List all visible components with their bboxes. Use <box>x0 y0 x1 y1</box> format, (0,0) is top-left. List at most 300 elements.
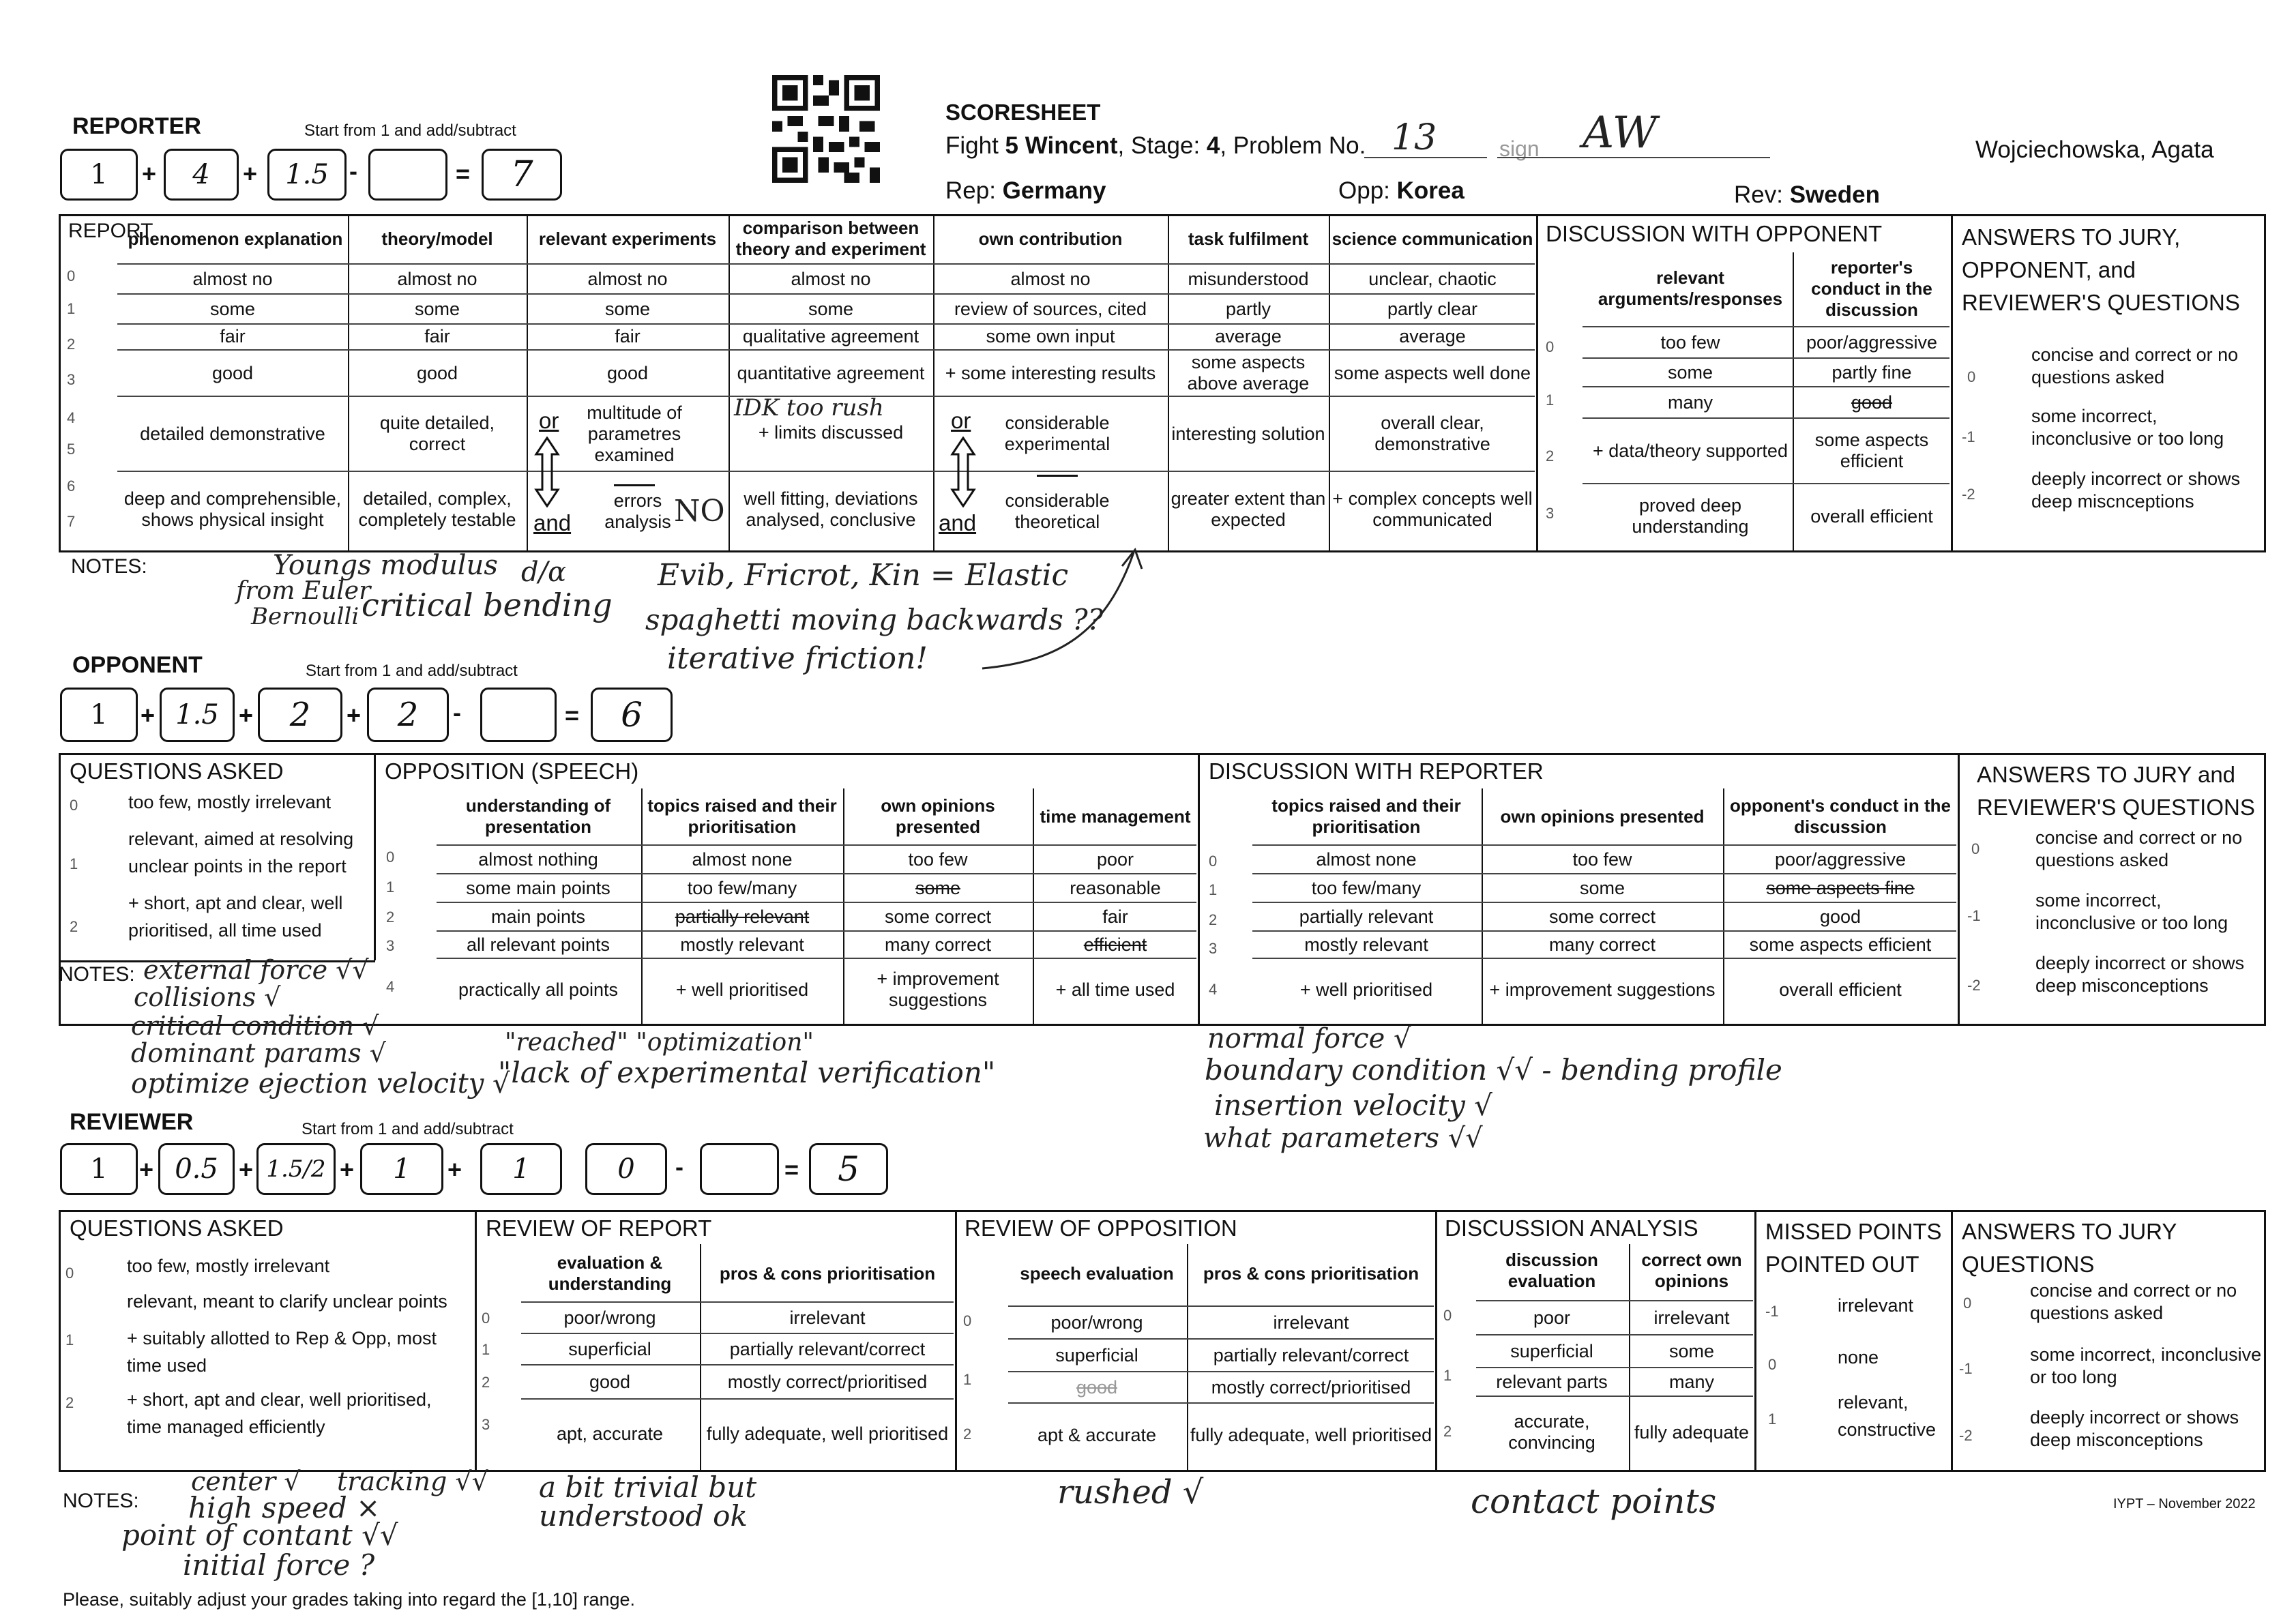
cell[interactable]: some aspects efficient <box>1814 430 1929 471</box>
row-num-7: 7 <box>67 513 76 530</box>
cell[interactable]: misunderstood <box>1188 268 1309 289</box>
mp-num-minus1: -1 <box>1765 1303 1779 1320</box>
ans-item[interactable]: some incorrect, inconclusive or too long <box>2031 406 2224 449</box>
da-header-opinions: correct own opinions <box>1641 1250 1742 1291</box>
cell[interactable]: superficial <box>1055 1344 1138 1365</box>
cell[interactable]: almost no <box>192 268 273 289</box>
reviewer-score-box-1[interactable]: 1 <box>60 1143 138 1195</box>
sign-label: sign <box>1499 136 1540 161</box>
plus-sign: + <box>142 160 157 188</box>
qa-item[interactable]: relevant, meant to clarify unclear points <box>127 1291 447 1312</box>
cell[interactable]: overall clear, demonstrative <box>1374 413 1490 454</box>
cell[interactable]: poor/aggressive <box>1774 848 1907 870</box>
cell[interactable]: some own input <box>986 325 1115 346</box>
stage-value: 4 <box>1206 132 1220 159</box>
disc-num-0: 0 <box>1209 853 1218 870</box>
cell[interactable]: proved deep understanding <box>1632 495 1749 537</box>
reviewer-score-box-2[interactable]: 0.5 <box>158 1143 235 1195</box>
ro-header-speech: speech evaluation <box>1020 1263 1174 1284</box>
opp-num-0: 0 <box>386 848 395 866</box>
qr-code-icon <box>772 75 880 183</box>
footer-version: IYPT – November 2022 <box>2113 1496 2256 1511</box>
cell[interactable]: almost no <box>587 268 668 289</box>
cell[interactable]: well fitting, deviations analysed, conclusive <box>744 488 918 530</box>
rev-line <box>1734 181 1880 209</box>
cell[interactable]: accurate, convincing <box>1508 1411 1595 1453</box>
cell[interactable]: detailed demonstrative <box>140 423 325 444</box>
row-num-2: 2 <box>67 336 76 353</box>
cell[interactable]: good <box>589 1371 631 1392</box>
cell[interactable]: many <box>1667 392 1713 413</box>
cell[interactable]: some aspects well done <box>1334 362 1531 383</box>
cell[interactable]: superficial <box>568 1338 651 1359</box>
opp-header-understanding: understanding of presentation <box>465 795 611 837</box>
ans-num-2: -2 <box>1967 977 1981 994</box>
cell[interactable]: considerable theoretical <box>1005 490 1110 532</box>
problem-label: , Problem No. <box>1220 132 1366 159</box>
cell[interactable]: poor/aggressive <box>1806 331 1938 353</box>
cell[interactable]: some aspects above average <box>1187 352 1310 394</box>
da-num-1: 1 <box>1443 1367 1452 1384</box>
reviewer-questions-title: QUESTIONS ASKED <box>70 1215 284 1241</box>
qa-num-2: 2 <box>70 918 78 935</box>
handwritten-note: what parameters √√ <box>1203 1123 1483 1154</box>
cell[interactable]: some aspects fine <box>1766 877 1915 898</box>
disc-header-conduct: opponent's conduct in the discussion <box>1730 795 1951 837</box>
cell[interactable]: considerable experimental <box>1004 413 1110 454</box>
arrow-icon <box>975 532 1153 675</box>
rr-num-1: 1 <box>482 1341 490 1358</box>
qa-num-0: 0 <box>70 797 78 814</box>
cell[interactable]: good <box>211 362 254 383</box>
cell[interactable]: main points <box>490 906 586 927</box>
opponent-score-box-2[interactable]: 1.5 <box>160 688 235 742</box>
cell[interactable]: some <box>915 877 961 898</box>
opp-team: Korea <box>1396 177 1465 204</box>
cell[interactable]: overall efficient <box>1810 505 1933 527</box>
opposition-speech-title: OPPOSITION (SPEECH) <box>385 758 639 784</box>
handwritten-note: Evib, Fricrot, Kin = Elastic <box>658 558 1069 593</box>
reviewer-score-box-5[interactable]: 1 <box>480 1143 562 1195</box>
cell[interactable]: some <box>1667 361 1713 383</box>
cell[interactable]: poor <box>1533 1307 1571 1328</box>
cell[interactable]: too few/many <box>687 877 797 898</box>
cell[interactable]: qualitative agreement <box>742 325 919 346</box>
cell[interactable]: relevant parts <box>1496 1371 1608 1392</box>
ans-item[interactable]: some incorrect, inconclusive or too long <box>2030 1344 2262 1387</box>
qa-item[interactable]: too few, mostly irrelevant <box>127 1256 330 1276</box>
problem-number: 13 <box>1392 117 1437 158</box>
ans-item[interactable]: deeply incorrect or shows deep misconceptions <box>2035 953 2245 996</box>
rep-team: Germany <box>1002 177 1106 204</box>
handwritten-note: critical condition √ <box>131 1011 379 1041</box>
reviewer-notes-label: NOTES: <box>63 1490 139 1512</box>
cell[interactable]: too few <box>908 848 968 870</box>
cell[interactable]: + well prioritised <box>1299 979 1433 1000</box>
cell[interactable]: partially relevant <box>1299 906 1434 927</box>
cell[interactable]: + data/theory supported <box>1593 440 1788 461</box>
ans-num-2: -2 <box>1962 486 1975 503</box>
cell[interactable]: greater extent than expected <box>1171 488 1326 530</box>
cell[interactable]: partly <box>1225 298 1271 319</box>
rev-label: Rev: <box>1734 181 1783 208</box>
review-of-report-title: REVIEW OF REPORT <box>486 1215 712 1241</box>
reviewer-answers-title: ANSWERS TO JURY QUESTIONS <box>1962 1219 2177 1277</box>
cell[interactable]: too few <box>1572 848 1632 870</box>
disc-header-relevant: relevant arguments/responses <box>1598 267 1783 309</box>
cell[interactable]: reasonable <box>1070 877 1161 898</box>
cell[interactable]: irrelevant <box>1273 1312 1349 1333</box>
cell[interactable]: all relevant points <box>466 934 610 955</box>
qa-item[interactable]: + suitably allotted to Rep & Opp, most time used <box>127 1328 437 1376</box>
cell[interactable]: almost nothing <box>478 848 598 870</box>
rr-num-3: 3 <box>482 1416 490 1433</box>
mp-item[interactable]: irrelevant <box>1838 1295 1914 1316</box>
and-label: and <box>533 510 572 535</box>
reviewer-score-total[interactable]: 5 <box>809 1143 888 1195</box>
cell[interactable]: partially relevant/correct <box>1213 1344 1409 1365</box>
cell[interactable]: fully adequate <box>1634 1421 1750 1443</box>
cell[interactable]: almost none <box>692 848 793 870</box>
row-num-4: 4 <box>67 409 76 426</box>
reviewer-score-box-4[interactable]: 1 <box>360 1143 443 1195</box>
ans-num-0: 0 <box>1963 1295 1972 1312</box>
equals-sign: = <box>456 160 471 188</box>
cell[interactable]: good <box>606 362 649 383</box>
opp-num-2: 2 <box>386 909 395 926</box>
opp-label: Opp: <box>1338 177 1390 204</box>
cell[interactable]: partly fine <box>1831 361 1912 383</box>
qa-item[interactable]: too few, mostly irrelevant <box>128 792 332 812</box>
cell[interactable]: some aspects efficient <box>1749 934 1932 955</box>
cell[interactable]: irrelevant <box>1653 1307 1730 1328</box>
review-of-opposition-title: REVIEW OF OPPOSITION <box>965 1215 1237 1241</box>
reporter-score-box-1[interactable]: 1 <box>60 149 138 201</box>
fight-label: Fight <box>945 132 999 159</box>
plus-sign: + <box>141 701 156 729</box>
scoresheet-title: SCORESHEET <box>945 100 1101 125</box>
qa-num-2: 2 <box>65 1394 74 1411</box>
cell[interactable]: many correct <box>1548 934 1656 955</box>
header-task: task fulfilment <box>1188 228 1309 249</box>
opp-header-opinions: own opinions presented <box>881 795 995 837</box>
handwritten-note: initial force ? <box>183 1548 375 1582</box>
reviewer-title: REVIEWER <box>70 1109 194 1135</box>
rep-label: Rep: <box>945 177 996 204</box>
cell[interactable]: fully adequate, well prioritised <box>706 1423 949 1444</box>
opponent-start-note: Start from 1 and add/subtract <box>306 662 518 680</box>
cell[interactable]: many <box>1668 1371 1715 1392</box>
handwritten-note: external force √√ <box>143 955 369 985</box>
ans-item[interactable]: concise and correct or no questions asked <box>2030 1280 2237 1323</box>
reporter-notes-label: NOTES: <box>71 555 147 578</box>
qa-item[interactable]: + short, apt and clear, well prioritised, time managed efficiently <box>127 1389 432 1437</box>
disc-num-2: 2 <box>1546 447 1555 464</box>
handwritten-note: boundary condition √√ - bending profile <box>1205 1053 1782 1087</box>
cell[interactable]: apt, accurate <box>556 1423 664 1444</box>
handwritten-note: optimize ejection velocity √ <box>131 1068 510 1099</box>
plus-sign: + <box>447 1155 462 1183</box>
handwritten-note: critical bending <box>362 587 613 623</box>
opp-num-3: 3 <box>386 937 395 954</box>
ans-item[interactable]: deeply incorrect or shows deep misconceptions <box>2030 1407 2239 1450</box>
cell[interactable]: average <box>1215 325 1282 346</box>
handwritten-note: spaghetti moving backwards ?? <box>645 603 1104 636</box>
opponent-score-box-4[interactable]: 2 <box>367 688 449 742</box>
updown-arrow-icon <box>950 437 977 507</box>
cell[interactable]: too few/many <box>1311 877 1422 898</box>
cell[interactable]: fair <box>1102 906 1128 927</box>
handwritten-note: collisions √ <box>134 982 281 1012</box>
cell[interactable]: good <box>416 362 458 383</box>
opp-header-time: time management <box>1040 806 1191 827</box>
discussion-with-opponent-title: DISCUSSION WITH OPPONENT <box>1546 221 1883 246</box>
da-header-evaluation: discussion evaluation <box>1505 1250 1598 1291</box>
ans-num-2: -2 <box>1959 1427 1973 1444</box>
handwritten-note: insertion velocity √ <box>1214 1089 1492 1122</box>
handwritten-note: "reached" "optimization" <box>505 1029 814 1057</box>
cell[interactable]: some <box>808 298 854 319</box>
row-num-1: 1 <box>67 300 76 317</box>
ans-num-0: 0 <box>1971 840 1980 857</box>
cell[interactable]: fully adequate, well prioritised <box>1190 1424 1432 1445</box>
header-theory: theory/model <box>381 228 493 249</box>
questions-asked-title: QUESTIONS ASKED <box>70 758 284 784</box>
cell[interactable]: poor/wrong <box>1050 1312 1143 1333</box>
cell[interactable]: deep and comprehensible, shows physical insight <box>123 488 342 530</box>
cell[interactable]: some <box>1668 1340 1715 1361</box>
cell[interactable]: + well prioritised <box>675 979 809 1000</box>
qa-item[interactable]: + short, apt and clear, well prioritised, all time used <box>128 893 343 941</box>
cell[interactable]: some <box>1579 877 1625 898</box>
reviewer-score-box-7[interactable] <box>700 1143 779 1195</box>
reporter-start-note: Start from 1 and add/subtract <box>304 121 516 140</box>
mp-num-0: 0 <box>1768 1356 1777 1373</box>
cell[interactable]: partly clear <box>1387 298 1478 319</box>
rr-num-0: 0 <box>482 1310 490 1327</box>
juror-name: Wojciechowska, Agata <box>1975 136 2214 163</box>
cell[interactable]: some correct <box>1548 906 1656 927</box>
cell[interactable]: + some interesting results <box>945 362 1156 383</box>
rr-num-2: 2 <box>482 1374 490 1391</box>
opponent-score-box-1[interactable]: 1 <box>60 688 138 742</box>
ans-item[interactable]: deeply incorrect or shows deep miscnceptions <box>2031 469 2241 512</box>
ans-num-1: -1 <box>1962 428 1975 445</box>
cell[interactable]: almost no <box>1010 268 1091 289</box>
cell[interactable]: almost no <box>397 268 477 289</box>
qa-num-0: 0 <box>65 1265 74 1282</box>
cell[interactable]: some <box>414 298 460 319</box>
cell[interactable]: + all time used <box>1055 979 1175 1000</box>
reviewer-start-note: Start from 1 and add/subtract <box>301 1120 514 1138</box>
disc-num-2: 2 <box>1209 911 1218 928</box>
cell[interactable]: unclear, chaotic <box>1368 268 1497 289</box>
plus-sign: + <box>340 1155 355 1183</box>
handwritten-note: dominant params √ <box>131 1038 386 1068</box>
report-label: REPORT <box>68 220 153 242</box>
cell[interactable]: interesting solution <box>1171 423 1325 444</box>
cell[interactable]: + improvement suggestions <box>877 969 999 1010</box>
cell[interactable]: some main points <box>466 877 610 898</box>
row-num-0: 0 <box>67 267 76 284</box>
cell[interactable]: fair <box>615 325 641 346</box>
cell[interactable]: some correct <box>884 906 992 927</box>
cell[interactable]: average <box>1399 325 1466 346</box>
disc-num-1: 1 <box>1546 392 1555 409</box>
rr-header-pros: pros & cons prioritisation <box>719 1263 936 1284</box>
opponent-score-box-5[interactable] <box>480 688 557 742</box>
rev-team: Sweden <box>1789 181 1880 208</box>
handwritten-note: NO <box>674 494 725 529</box>
ans-item[interactable]: concise and correct or no questions asked <box>2031 344 2239 387</box>
cell[interactable]: good <box>1851 392 1893 413</box>
ans-num-1: -1 <box>1959 1360 1973 1377</box>
cell[interactable]: poor <box>1096 848 1134 870</box>
plus-sign: + <box>139 1155 154 1183</box>
opponent-answers-title: ANSWERS TO JURY and REVIEWER'S QUESTIONS <box>1977 762 2255 820</box>
cell[interactable]: efficient <box>1083 934 1147 955</box>
qa-num-1: 1 <box>70 855 78 872</box>
cell[interactable]: apt & accurate <box>1037 1424 1157 1445</box>
cell[interactable]: detailed, complex, completely testable <box>358 488 516 530</box>
cell[interactable]: errors analysis <box>604 490 671 532</box>
header-contribution: own contribution <box>978 228 1123 249</box>
equals-sign: = <box>565 701 580 729</box>
minus-sign: - <box>349 157 357 185</box>
cell[interactable]: many correct <box>884 934 992 955</box>
ans-num-1: -1 <box>1967 907 1981 924</box>
disc-header-conduct: reporter's conduct in the discussion <box>1811 256 1932 320</box>
cell[interactable]: good <box>1819 906 1861 927</box>
handwritten-note: iterative friction! <box>667 641 928 676</box>
cell[interactable]: too few <box>1660 331 1720 353</box>
cell[interactable]: overall efficient <box>1779 979 1902 1000</box>
cell[interactable]: partially relevant <box>675 906 810 927</box>
plus-sign: + <box>239 701 254 729</box>
cell[interactable]: partially relevant/correct <box>729 1338 926 1359</box>
cell[interactable]: quite detailed, correct <box>379 413 495 454</box>
cell[interactable]: irrelevant <box>789 1307 866 1328</box>
reporter-score-box-3[interactable]: 1.5 <box>267 149 347 201</box>
cell[interactable]: quantitative agreement <box>737 362 925 383</box>
disc-header-topics: topics raised and their prioritisation <box>1271 795 1461 837</box>
qa-item[interactable]: relevant, aimed at resolving unclear points in the report <box>128 829 354 876</box>
or-label: or <box>539 408 559 433</box>
cell[interactable]: some <box>604 298 651 319</box>
cell[interactable]: + limits discussed <box>758 422 904 443</box>
cell[interactable]: mostly relevant <box>680 934 804 955</box>
reviewer-score-box-3[interactable]: 1.5/2 <box>256 1143 336 1195</box>
mp-item[interactable]: none <box>1838 1347 1879 1368</box>
cell[interactable]: + complex concepts well communicated <box>1332 488 1533 530</box>
reporter-score-total[interactable]: 7 <box>482 149 562 201</box>
and-label: and <box>939 510 977 535</box>
ro-header-pros: pros & cons prioritisation <box>1203 1263 1419 1284</box>
handwritten-note: Youngs modulus <box>273 550 498 581</box>
or-label: or <box>951 408 971 433</box>
cell[interactable]: almost no <box>791 268 871 289</box>
opp-num-4: 4 <box>386 978 395 995</box>
signature: AW <box>1583 108 1658 158</box>
plus-sign: + <box>243 160 258 188</box>
handwritten-note: point of contant √√ <box>121 1518 398 1552</box>
handwritten-note: center √ <box>191 1466 301 1496</box>
mp-item[interactable]: relevant, constructive <box>1838 1392 1937 1440</box>
opponent-title: OPPONENT <box>72 652 203 678</box>
plus-sign: + <box>347 701 362 729</box>
disc-header-opinions: own opinions presented <box>1500 806 1705 827</box>
handwritten-note: high speed × <box>188 1491 381 1524</box>
cell[interactable]: mostly correct/prioritised <box>727 1371 928 1392</box>
reporter-score-box-2[interactable]: 4 <box>164 149 239 201</box>
handwritten-note: d/α <box>521 557 567 588</box>
ans-item[interactable]: some incorrect, inconclusive or too long <box>2035 890 2228 933</box>
disc-num-3: 3 <box>1546 505 1555 522</box>
reviewer-score-box-6[interactable]: 0 <box>585 1143 667 1195</box>
cell[interactable]: review of sources, cited <box>954 298 1147 319</box>
cell[interactable]: fair <box>424 325 450 346</box>
handwritten-note: contact points <box>1471 1481 1717 1521</box>
rr-header-evaluation: evaluation & understanding <box>548 1252 672 1294</box>
cell[interactable]: almost none <box>1316 848 1417 870</box>
stage-label: , Stage: <box>1117 132 1201 159</box>
da-num-0: 0 <box>1443 1307 1452 1324</box>
opponent-notes-label: NOTES: <box>59 963 135 986</box>
reporter-answers-title: ANSWERS TO JURY, OPPONENT, and REVIEWER'S QUESTIONS <box>1962 224 2240 315</box>
handwritten-note: a bit trivial but understood ok <box>539 1471 757 1533</box>
ro-num-0: 0 <box>963 1312 972 1329</box>
handwritten-note: tracking √√ <box>337 1466 488 1496</box>
cell[interactable]: mostly relevant <box>1304 934 1428 955</box>
header-comparison: comparison between theory and experiment <box>735 218 926 259</box>
da-num-2: 2 <box>1443 1423 1452 1440</box>
cell[interactable]: good <box>1076 1376 1118 1398</box>
reporter-title: REPORTER <box>72 113 201 139</box>
ans-num-0: 0 <box>1967 368 1976 385</box>
opp-header-topics: topics raised and their prioritisation <box>647 795 837 837</box>
equals-sign: = <box>784 1155 799 1183</box>
cell[interactable]: some <box>209 298 256 319</box>
opponent-score-box-3[interactable]: 2 <box>258 688 342 742</box>
header-experiments: relevant experiments <box>538 228 717 249</box>
opponent-score-total[interactable]: 6 <box>591 688 673 742</box>
cell[interactable]: mostly correct/prioritised <box>1211 1376 1411 1398</box>
cell[interactable]: superficial <box>1510 1340 1593 1361</box>
fight-number: 5 Wincent <box>1005 132 1118 159</box>
plus-sign: + <box>239 1155 254 1183</box>
ans-item[interactable]: concise and correct or no questions asked <box>2035 827 2243 870</box>
cell[interactable]: multitude of parametres examined <box>587 402 682 465</box>
missed-points-title: MISSED POINTS POINTED OUT <box>1765 1219 1942 1277</box>
handwritten-note: normal force √ <box>1207 1023 1411 1054</box>
minus-sign: - <box>675 1153 683 1181</box>
cell[interactable]: practically all points <box>458 979 619 1000</box>
reporter-score-box-4[interactable] <box>368 149 447 201</box>
handwritten-note: Bernoulli <box>251 603 359 630</box>
discussion-analysis-title: DISCUSSION ANALYSIS <box>1445 1215 1698 1241</box>
rep-line <box>945 177 1106 205</box>
ro-num-1: 1 <box>963 1371 972 1388</box>
handwritten-note: "lack of experimental verification" <box>498 1056 996 1089</box>
opp-num-1: 1 <box>386 879 395 896</box>
cell[interactable]: fair <box>220 325 246 346</box>
row-num-5: 5 <box>67 441 76 458</box>
cell[interactable]: poor/wrong <box>563 1307 656 1328</box>
row-num-6: 6 <box>67 477 76 494</box>
cell[interactable]: + improvement suggestions <box>1489 979 1716 1000</box>
mp-num-1: 1 <box>1768 1411 1777 1428</box>
opp-line <box>1338 177 1465 205</box>
